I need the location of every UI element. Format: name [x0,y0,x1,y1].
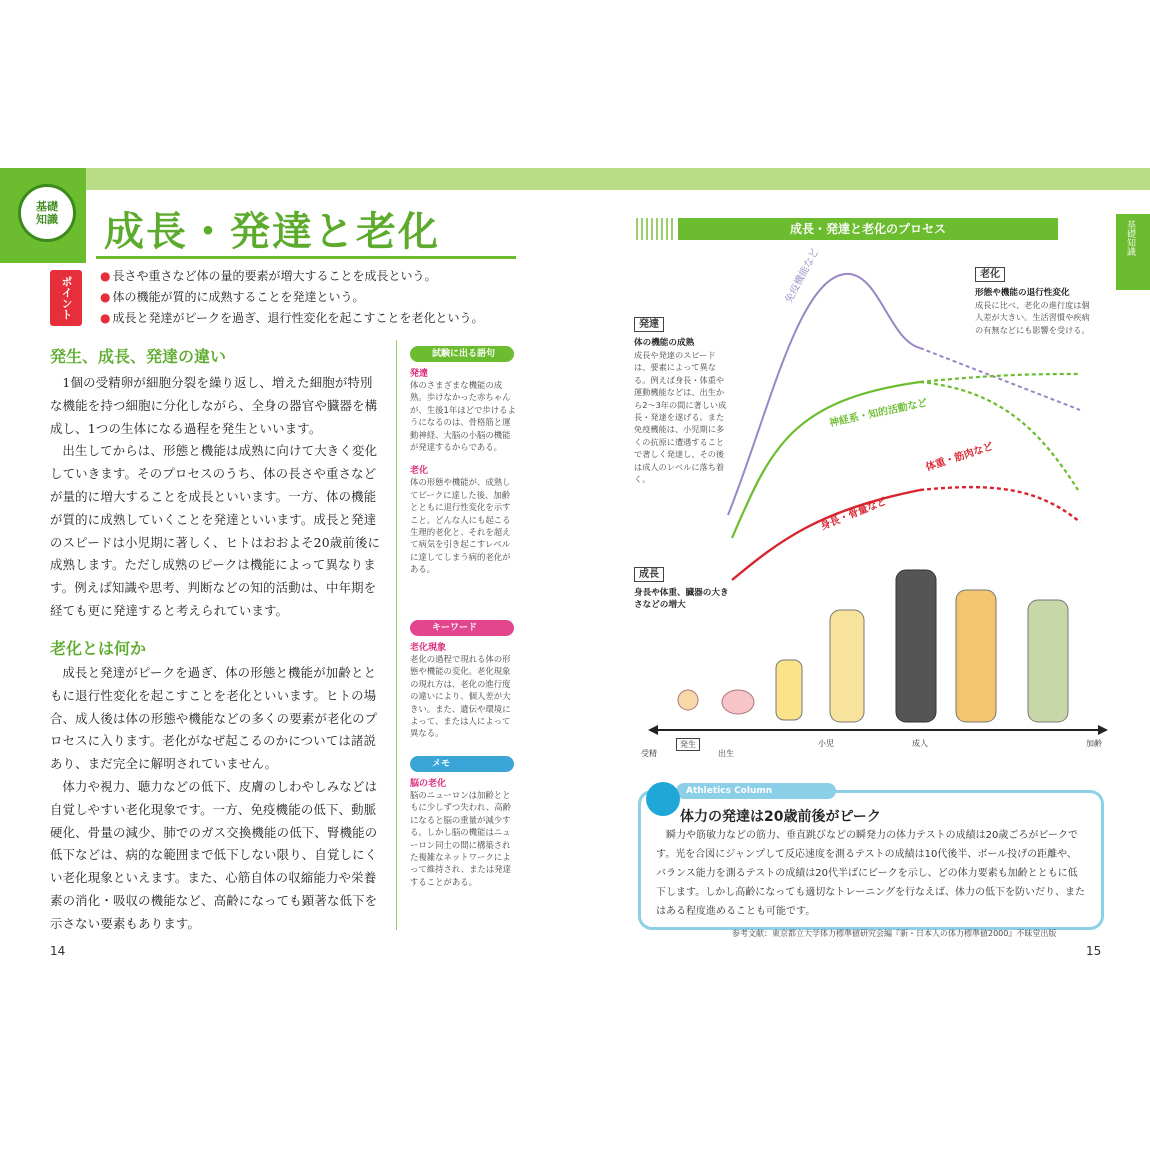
section2-paragraph: 成長と発達がピークを過ぎ、体の形態と機能が加齢とともに退行性変化を起こすことを老化といいます。ヒトの場合、成人後は体の形態や機能などの多くの要素が老化のプロセスに入ります。老化がなぜ起こるのかについては諸説あり、まだ完全に解明されていません。 [50,665,378,772]
axis-arrow [1098,725,1108,735]
column-tag: Athletics Column [676,783,836,799]
exam-term-text: 体のさまざまな機能の成熟。歩けなかった赤ちゃんが、生後1年ほどで歩けるようになるのは、骨格筋と運動神経、大脳の小脳の機能が発達するからである。 [410,380,516,453]
body-curve-decline [920,487,1080,522]
neural-label: 神経系・知的活動など [828,397,929,430]
elderly-figure [1028,600,1068,722]
keyword-term: 老化現象 [410,643,447,653]
body-curve [732,490,920,580]
growth-block [634,562,734,611]
section2-body [50,662,382,936]
page-number-left: 14 [50,944,66,958]
point-tag: ポイント [50,270,82,326]
runner-icon [646,782,680,816]
aging-sub: 形態や機能の退行性変化 [975,288,1070,298]
axis-label: 出生 [718,749,734,758]
immune-curve [728,274,920,515]
section2-paragraph: 体力や視力、聴力などの低下、皮膚のしわやしみなどは自覚しやすい老化現象です。一方、免疫機能の低下、動脈硬化、骨量の減少、肺でのガス交換機能の低下、腎機能の低下などは、病的な範囲まで低下しない限り、自覚しにくい老化現象といえます。また、心筋自体の収縮能力や栄養素の消化・吸収の機能など、高齢になっても顕著な低下を示さない要素もあります。 [50,778,378,931]
page-number-right: 15 [1086,944,1102,958]
point-item: ● 成長と発達がピークを過ぎ、退行性変化を起こすことを老化という。 [100,308,520,329]
axis-label: 成人 [912,739,928,748]
growth-sub: 身長や体重、臓器の大きさなどの増大 [634,588,729,610]
aging-label: 老化 [975,267,1005,282]
exam-term-text: 体の形態や機能が、成熟してピークに達した後、加齢とともに退行性変化を示すこと。どんな人にも起こる生理的老化と、それを超えて病気を引き起こすレベルに達してしまう病的老化がある。 [410,477,511,575]
weight-label: 体重・筋肉など [924,441,995,474]
youth-figure [830,610,864,722]
section1-paragraph: 出生してからは、形態と機能は成熟に向けて大きく変化していきます。そのプロセスのうち、体の長さや重さなどが量的に増大することを成長といいます。一方、体の機能が質的に成熟していくことを発達といいます。成長と発達のスピードは小児期に著しく、ヒトはおおよそ20歳前後に成熟します。ただし成熟のピークは機能によって異なります。例えば知識や思考、判断などの知的活動は、中年期を経ても更に発達すると考えられています。 [50,443,381,618]
keyword-text: 老化の過程で現れる体の形態や機能の変化。老化現象の現れ方は、老化の進行度の違いにより、個人差が大きい。また、遺伝や環境によって、または人によって異なる。 [410,654,511,739]
section1-heading: 発生、成長、発達の違い [50,347,227,366]
aging-block [975,262,1095,336]
axis-arrow-left [648,725,658,735]
axis-label: 小児 [818,739,834,748]
section2-heading: 老化とは何か [50,639,147,658]
growth-label: 成長 [634,567,664,582]
keyword-tag: キーワード [410,620,514,636]
exam-terms [410,366,516,576]
memo [410,776,516,888]
point-list [100,266,520,329]
point-item: ● 長さや重さなど体の量的要素が増大することを成長という。 [100,266,520,287]
column-body: 瞬力や筋敏力などの筋力、垂直跳びなどの瞬発力の体力テストの成績は20歳ごろがピークです。光を合図にジャンプして反応速度を測るテストの成績は10代後半、ボール投げの距離や、バランス能力を測るテストの成績は20代半ばにピークを示し、どの体力要素も加齢とともに低下します。しかし高齢になっても適切なトレーニングを行なえば、体力の低下を防いだり、またはある程度進めることも可能です。 [656,830,1085,917]
section1-body [50,372,382,623]
page-title: 成長・発達と老化 [104,209,440,255]
baby-figure [722,690,754,714]
point-item: ● 体の機能が質的に成熟することを発達という。 [100,287,520,308]
axis-label: 発生 [676,738,700,751]
reference: 参考文献：東京都立大学体力標準値研究会編『新・日本人の体力標準値2000』不昧堂出版 [732,929,1057,938]
middle-age-figure [956,590,996,722]
exam-term: 発達 [410,369,429,379]
column-title: 体力の発達は20歳前後がピーク [680,809,881,825]
development-block [634,312,728,485]
badge-line2: 知識 [36,213,58,226]
adult-figure [896,570,936,722]
neural-curve-decline [920,382,1078,490]
aging-text: 成長に比べ、老化の進行度は個人差が大きい。生活習慣や疾病の有無などにも影響を受ける。 [975,300,1090,335]
memo-text: 脳のニューロンは加齢とともに少しずつ失われ、高齢になると脳の重量が減少する。しかし脳の機能はニューロン同士の間に構築された複雑なネットワークによって維持され、または発達することがある。 [410,790,512,887]
title-underline [96,256,516,259]
child-figure [776,660,802,720]
keywords [410,640,516,740]
memo-tag: メモ [410,756,514,772]
fetus-figure [678,690,698,710]
badge-line1: 基礎 [36,200,58,213]
basic-knowledge-badge [18,184,76,242]
exam-term: 老化 [410,466,429,477]
diagram-title: 成長・発達と老化のプロセス [678,218,1058,240]
development-text: 成長や発達のスピードは、要素によって異なる。例えば身長・体重や運動機能などは、出生から2〜3年の間に著しい成長・発達を遂げる。また免疫機能は、小児期に多くの抗原に遭遇することで著しく発達し、その後は成人のレベルに落ち着く。 [634,350,727,485]
top-band [0,168,1150,190]
side-tab-label: 基礎知識 [1125,220,1135,256]
side-tab [1116,214,1150,290]
memo-term: 脳の老化 [410,779,447,789]
height-label: 身長・骨量など [819,496,889,533]
section1-paragraph: 1個の受精卵が細胞分裂を繰り返し、増えた細胞が特別な機能を持つ細胞に分化しながら、全身の器官や臓器を構成し、1つの生体になる過程を発生といいます。 [50,375,378,436]
exam-terms-tag: 試験に出る語句 [410,346,514,362]
development-label: 発達 [634,317,664,332]
column-divider [396,340,397,930]
axis-label: 受精 [641,749,657,758]
immune-label: 免疫機能など [783,246,822,306]
development-sub: 体の機能の成熟 [634,338,695,348]
axis-label: 加齢 [1086,739,1102,748]
title-dots [636,218,676,240]
